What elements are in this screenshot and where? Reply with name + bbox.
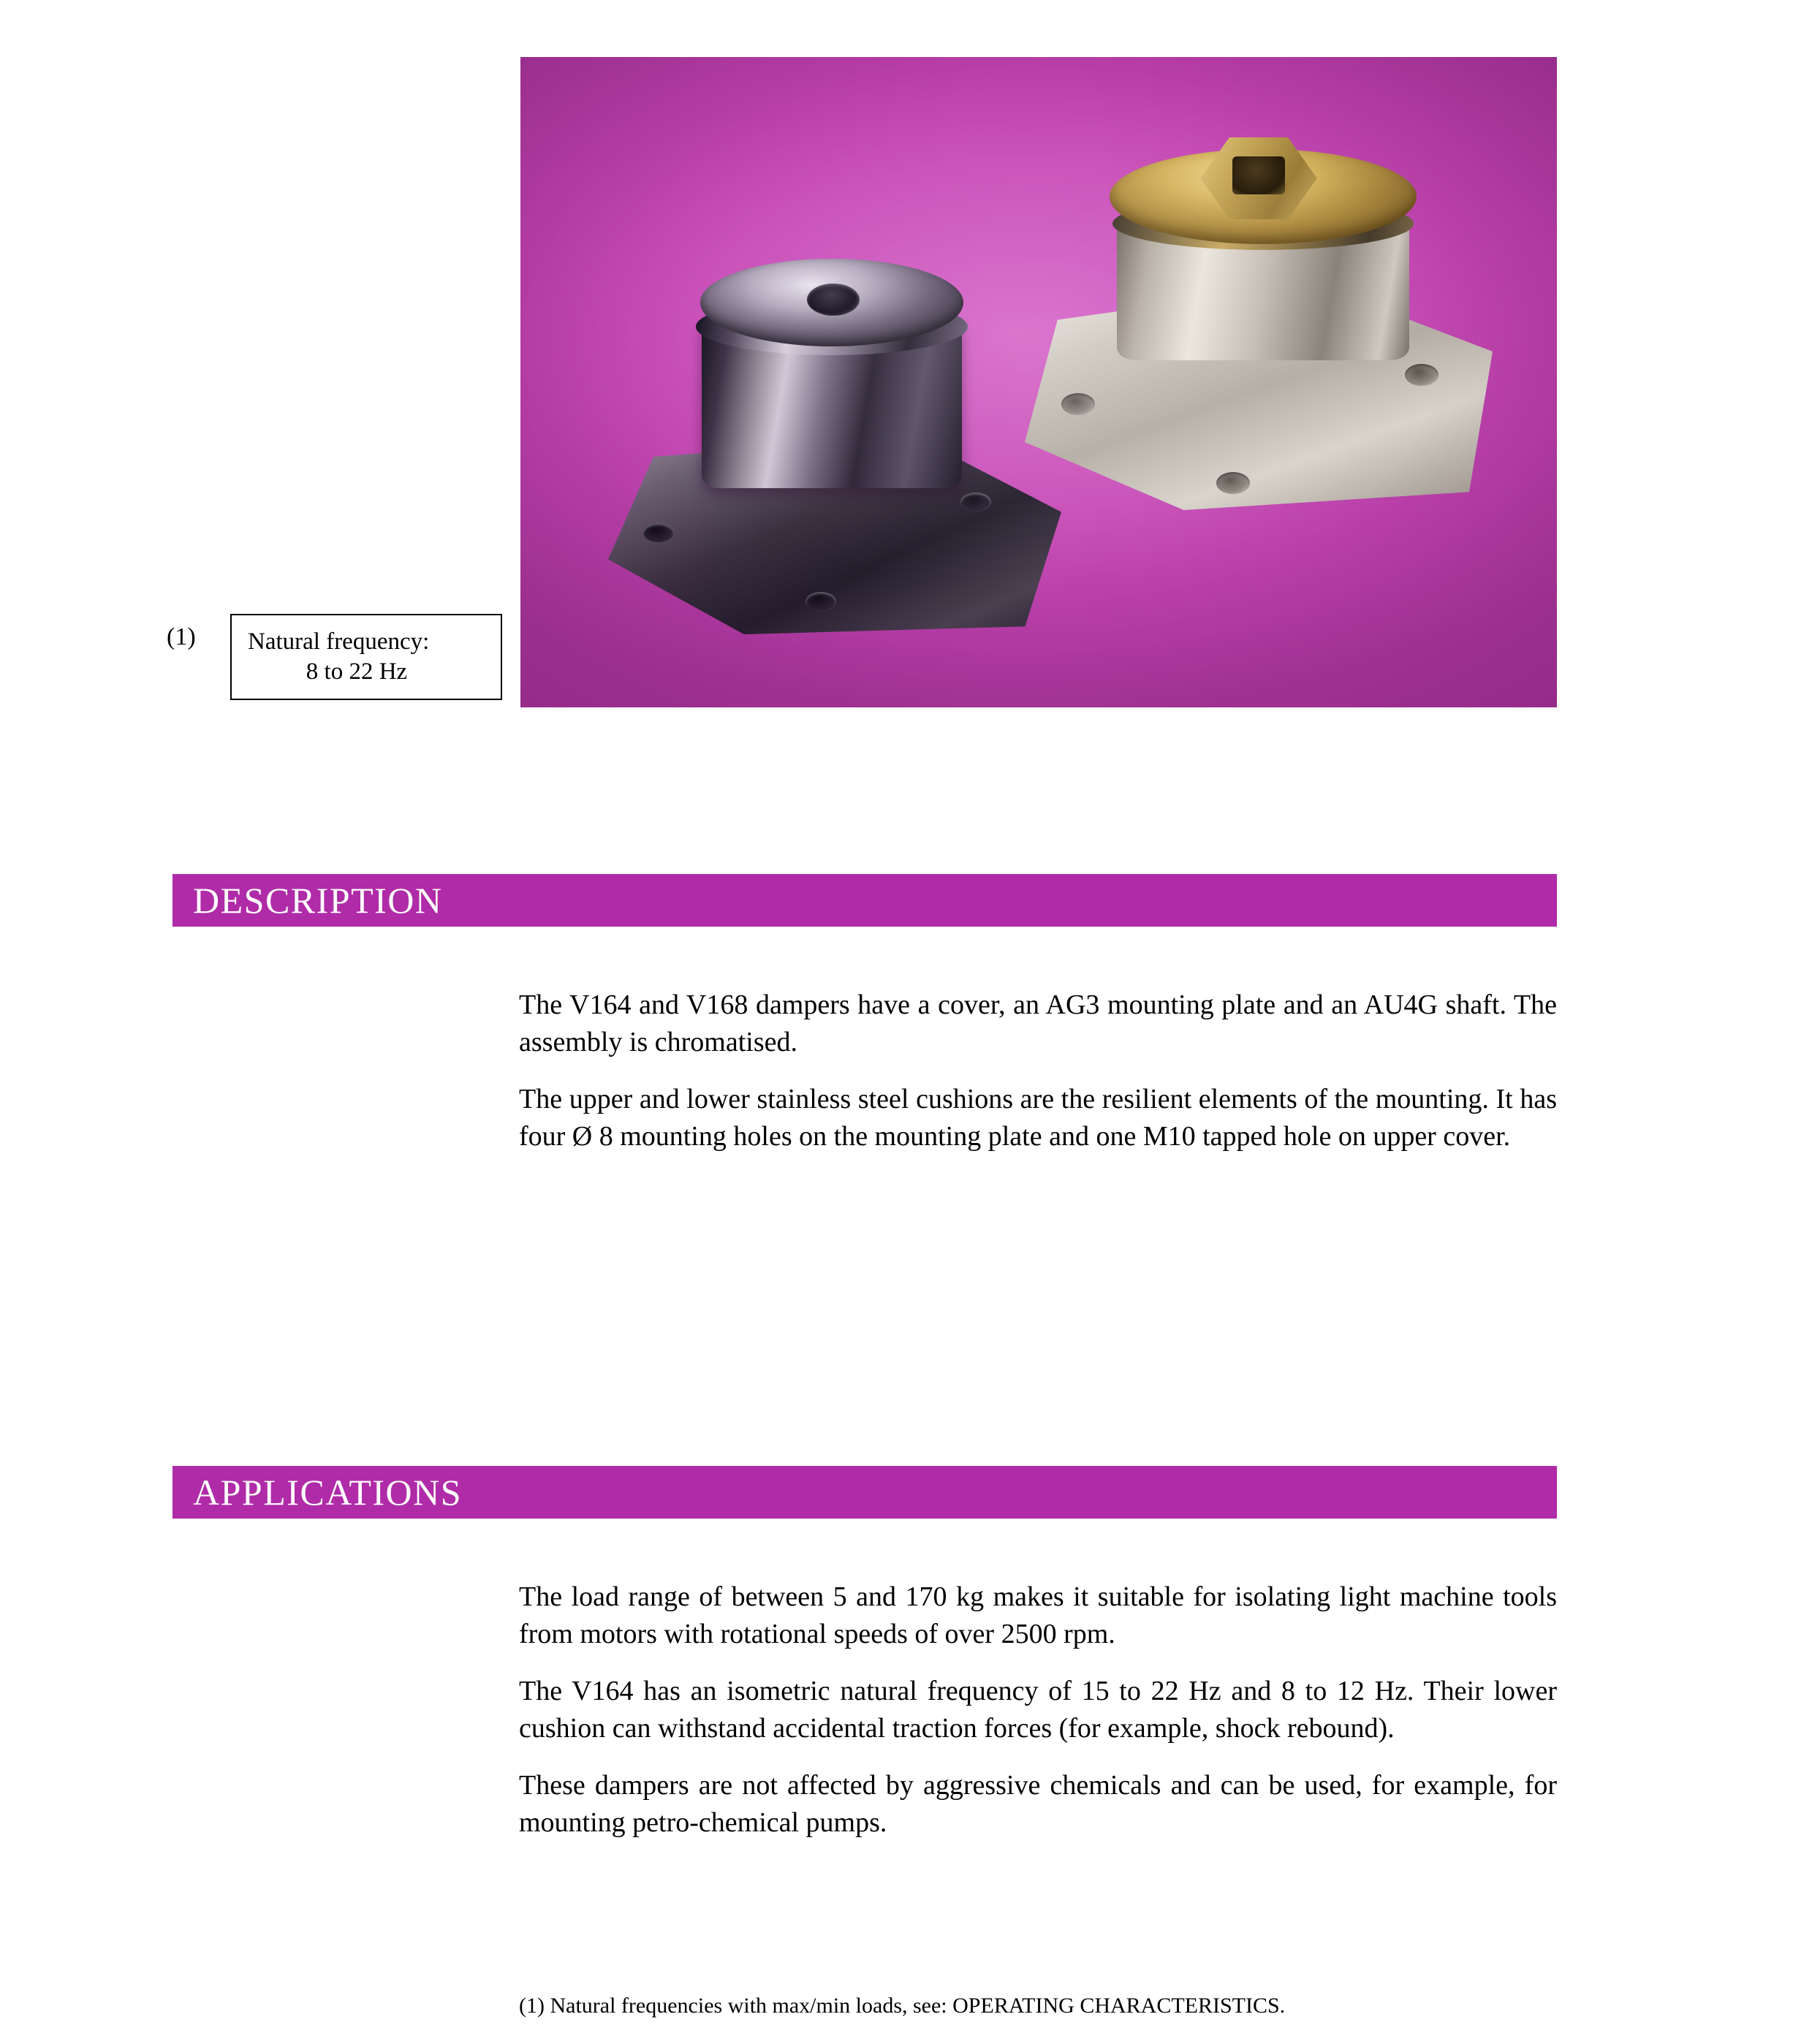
product-photo-image xyxy=(520,57,1557,707)
description-body xyxy=(519,987,1557,1155)
section-title-description: DESCRIPTION xyxy=(193,880,443,921)
description-paragraph: The V164 and V168 dampers have a cover, an AG3 mounting plate and an AU4G shaft. The assembly is chromatised. xyxy=(519,989,1557,1057)
applications-body xyxy=(519,1578,1557,1841)
applications-paragraph: The load range of between 5 and 170 kg makes it suitable for isolating light machine tools from motors with rotational speeds of over 2500 rpm. xyxy=(519,1581,1557,1649)
footnote-marker: (1) xyxy=(167,623,196,650)
product-photo xyxy=(520,57,1557,707)
natural-frequency-callout xyxy=(230,614,502,700)
applications-paragraph: These dampers are not affected by aggressive chemicals and can be used, for example, for mounting petro-chemical pumps. xyxy=(519,1770,1557,1838)
applications-paragraph: The V164 has an isometric natural frequency of 15 to 22 Hz and 8 to 12 Hz. Their lower cushion can withstand accidental traction forces (for example, shock rebound). xyxy=(519,1676,1557,1744)
section-title-applications: APPLICATIONS xyxy=(193,1472,463,1513)
natural-frequency-value: 8 to 22 Hz xyxy=(306,658,408,685)
natural-frequency-label: Natural frequency: xyxy=(248,628,430,656)
description-paragraph: The upper and lower stainless steel cushions are the resilient elements of the mounting. It has four Ø 8 mounting holes on the mounting plate and one M10 tapped hole on upper cover. xyxy=(519,1084,1557,1152)
section-header-description xyxy=(173,874,1557,927)
photo-vignette xyxy=(520,57,1557,707)
page-footnote: (1) Natural frequencies with max/min loads, see: OPERATING CHARACTERISTICS. xyxy=(519,1994,1286,2018)
section-header-applications xyxy=(173,1466,1557,1519)
